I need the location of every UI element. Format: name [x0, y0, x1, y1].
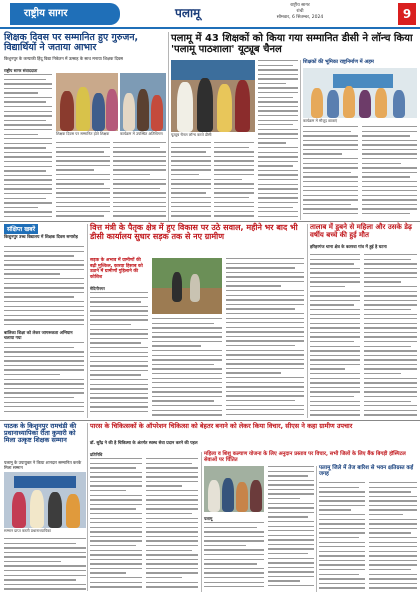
section-title: पलामू: [175, 6, 201, 20]
column-divider: [300, 60, 301, 220]
article-body-a5-col1: [310, 254, 360, 416]
headline-teachers-role: शिक्षकों की भूमिका राष्ट्रनिर्माण में अहम: [303, 59, 374, 65]
headline-rita-kumari: पाठक के किशुनपुर रामचंडी की प्रधानाध्यापिका रीता कुमारी को मिला उत्कृष्ट शिक्षक सम्मान: [4, 422, 77, 445]
article-body-a3-col2: [362, 126, 417, 218]
column-divider: [316, 466, 317, 592]
headline-doctors: पारस के चिकित्सकों के ऑपरेशन चिकित्सा को बेहतर बनाने को लेकर किया विचार, सीएस ने कहा ग्रामीण उपचार: [90, 422, 353, 430]
subhead-drowning: हरिहरगंज थाना क्षेत्र के कतरवा गांव में हुई है घटना: [310, 244, 387, 249]
headline-drowning: तालाब में डूबने से महिला और उसके डेढ़ वर्षीय बच्चे की हुई मौत: [310, 223, 412, 239]
photo-road: [152, 258, 222, 314]
photo-teachers-day: [56, 73, 118, 131]
meta-city: रांची: [296, 9, 304, 14]
article-body-a1-col1: [4, 74, 52, 219]
meta-date: सोमवार, 6 सितम्बर, 2024: [276, 15, 324, 20]
subhead-doctors: डॉ. सुरेंद्र ने की है चिकित्सा के अंतर्गत स्वस्थ सेवा प्रदान करने की पहल: [90, 440, 198, 445]
sidebox-road-issue: सड़क के अभाव में ग्रामीणों की बढ़ी मुश्किल, कारवा हिसाब को उठाने में ग्रामीणों गुहिलाने की कोशिश: [90, 258, 143, 281]
column-divider: [201, 452, 202, 592]
article-body-a1-col2: [56, 142, 110, 219]
short-news-title: संक्षिप्त खबरें: [4, 224, 38, 234]
masthead: [0, 0, 420, 30]
article-body-a2-col1: [258, 60, 298, 218]
article-body-a6-col1: [319, 482, 365, 590]
photo-students: [303, 68, 417, 118]
article-body-a2-col3: [214, 142, 254, 218]
short-news-item-2: बालिका शिक्षा को लेकर जागरूकता अभियान चलाया गया: [4, 330, 73, 341]
byline-a9: पलामू: [204, 516, 213, 521]
caption-students: कार्यक्रम में मौजूद छात्राएं: [303, 118, 338, 123]
byline-a1: राष्ट्रीय सागर संवाददाता: [4, 68, 38, 73]
caption-guests: कार्यक्रम में उपस्थित अतिथिगण: [120, 131, 163, 136]
caption-teachers-day: शिक्षक दिवस पर सम्मानित होते शिक्षक: [56, 131, 110, 136]
byline-a4: मेदिनीनगर: [90, 286, 105, 291]
article-body-a1-col3: [113, 142, 166, 219]
short-news-body-2: [4, 342, 84, 412]
article-body-a8-col1: [90, 458, 142, 590]
photo-meeting: [204, 466, 264, 512]
column-divider: [168, 32, 169, 222]
section-rule: [0, 420, 420, 421]
photo-dc-launch: [171, 60, 255, 132]
column-divider: [307, 224, 308, 418]
article-body-a6-col2: [369, 482, 417, 590]
article-body-a2-col2: [171, 142, 211, 218]
section-rule: [0, 221, 420, 222]
article-body-a9-col2: [268, 466, 314, 590]
caption-award: सम्मान प्राप्त करती प्रधानाध्यापिका: [4, 528, 51, 533]
column-divider: [87, 423, 88, 591]
byline-a8: प्रतिनिधि: [90, 452, 103, 457]
masthead-meta: [250, 3, 350, 21]
subhead-rita-kumari: पलामू के उपायुक्त ने किया शानदार सम्मानित करके मिला सम्मान: [4, 460, 82, 471]
headline-finance-minister-area: वित्त मंत्री के पैतृक क्षेत्र में हुए विकास पर उठे सवाल, महीने भर बाद भी डीसी कार्यालय सुधार सड़क तक से नए ग्रामीण: [90, 223, 298, 241]
photo-guests: [120, 73, 166, 131]
subhead-teachers-day: किशुनपुर के कन्याकी हिंदू विद्या निकेतन में उत्साह के साथ मनाया शिक्षक दिवस: [4, 56, 124, 61]
column-divider: [87, 224, 88, 418]
masthead-rule: [0, 27, 420, 29]
article-body-a4-col3: [226, 258, 304, 416]
article-body-a8-col2: [146, 458, 198, 590]
article-body-a5-col2: [364, 254, 417, 416]
article-body-a9-col1: [204, 522, 264, 590]
headline-teachers-day: शिक्षक दिवस पर सम्मानित हुए गुरुजन, विद्यार्थियों ने जताया आभार: [4, 32, 139, 54]
article-body-a4-col1: [90, 292, 148, 416]
caption-dc-launch: यूट्यूब चैनल लॉन्च करते डीसी: [171, 132, 212, 137]
newspaper-logo: राष्ट्रीय सागर: [10, 3, 120, 25]
short-news-item-1: किशुनपुर उच्च विद्यालय में शिक्षक दिवस समारोह: [4, 234, 78, 239]
page-number: 9: [398, 3, 416, 25]
short-news-body-1: [4, 246, 84, 326]
headline-women-welfare: महिला व शिशु कल्याण योजना के लिए अनुदान प्रस्ताव पर विचार, सभी जिलों के लिए बैंक बिगड़ी हॉस्पिटल सेवाओं पर चिंतित: [204, 451, 406, 463]
meta-paper: राष्ट्रीय सागर: [290, 3, 310, 8]
article-body-a3-col1: [303, 126, 358, 218]
photo-award: [4, 472, 86, 528]
article-body-a4-col2: [152, 318, 222, 416]
headline-palamu-pathshala: पलामू में 43 शिक्षकों को किया गया सम्मानित डीसी ने लॉन्च किया 'पलामू पाठशाला' यूट्यूब चैनल: [171, 33, 413, 55]
headline-rain-damage: पलामू जिले में तेज बारिश से भवन क्षतिग्रस्त कई जगह: [319, 465, 414, 477]
article-body-a7: [4, 538, 86, 590]
